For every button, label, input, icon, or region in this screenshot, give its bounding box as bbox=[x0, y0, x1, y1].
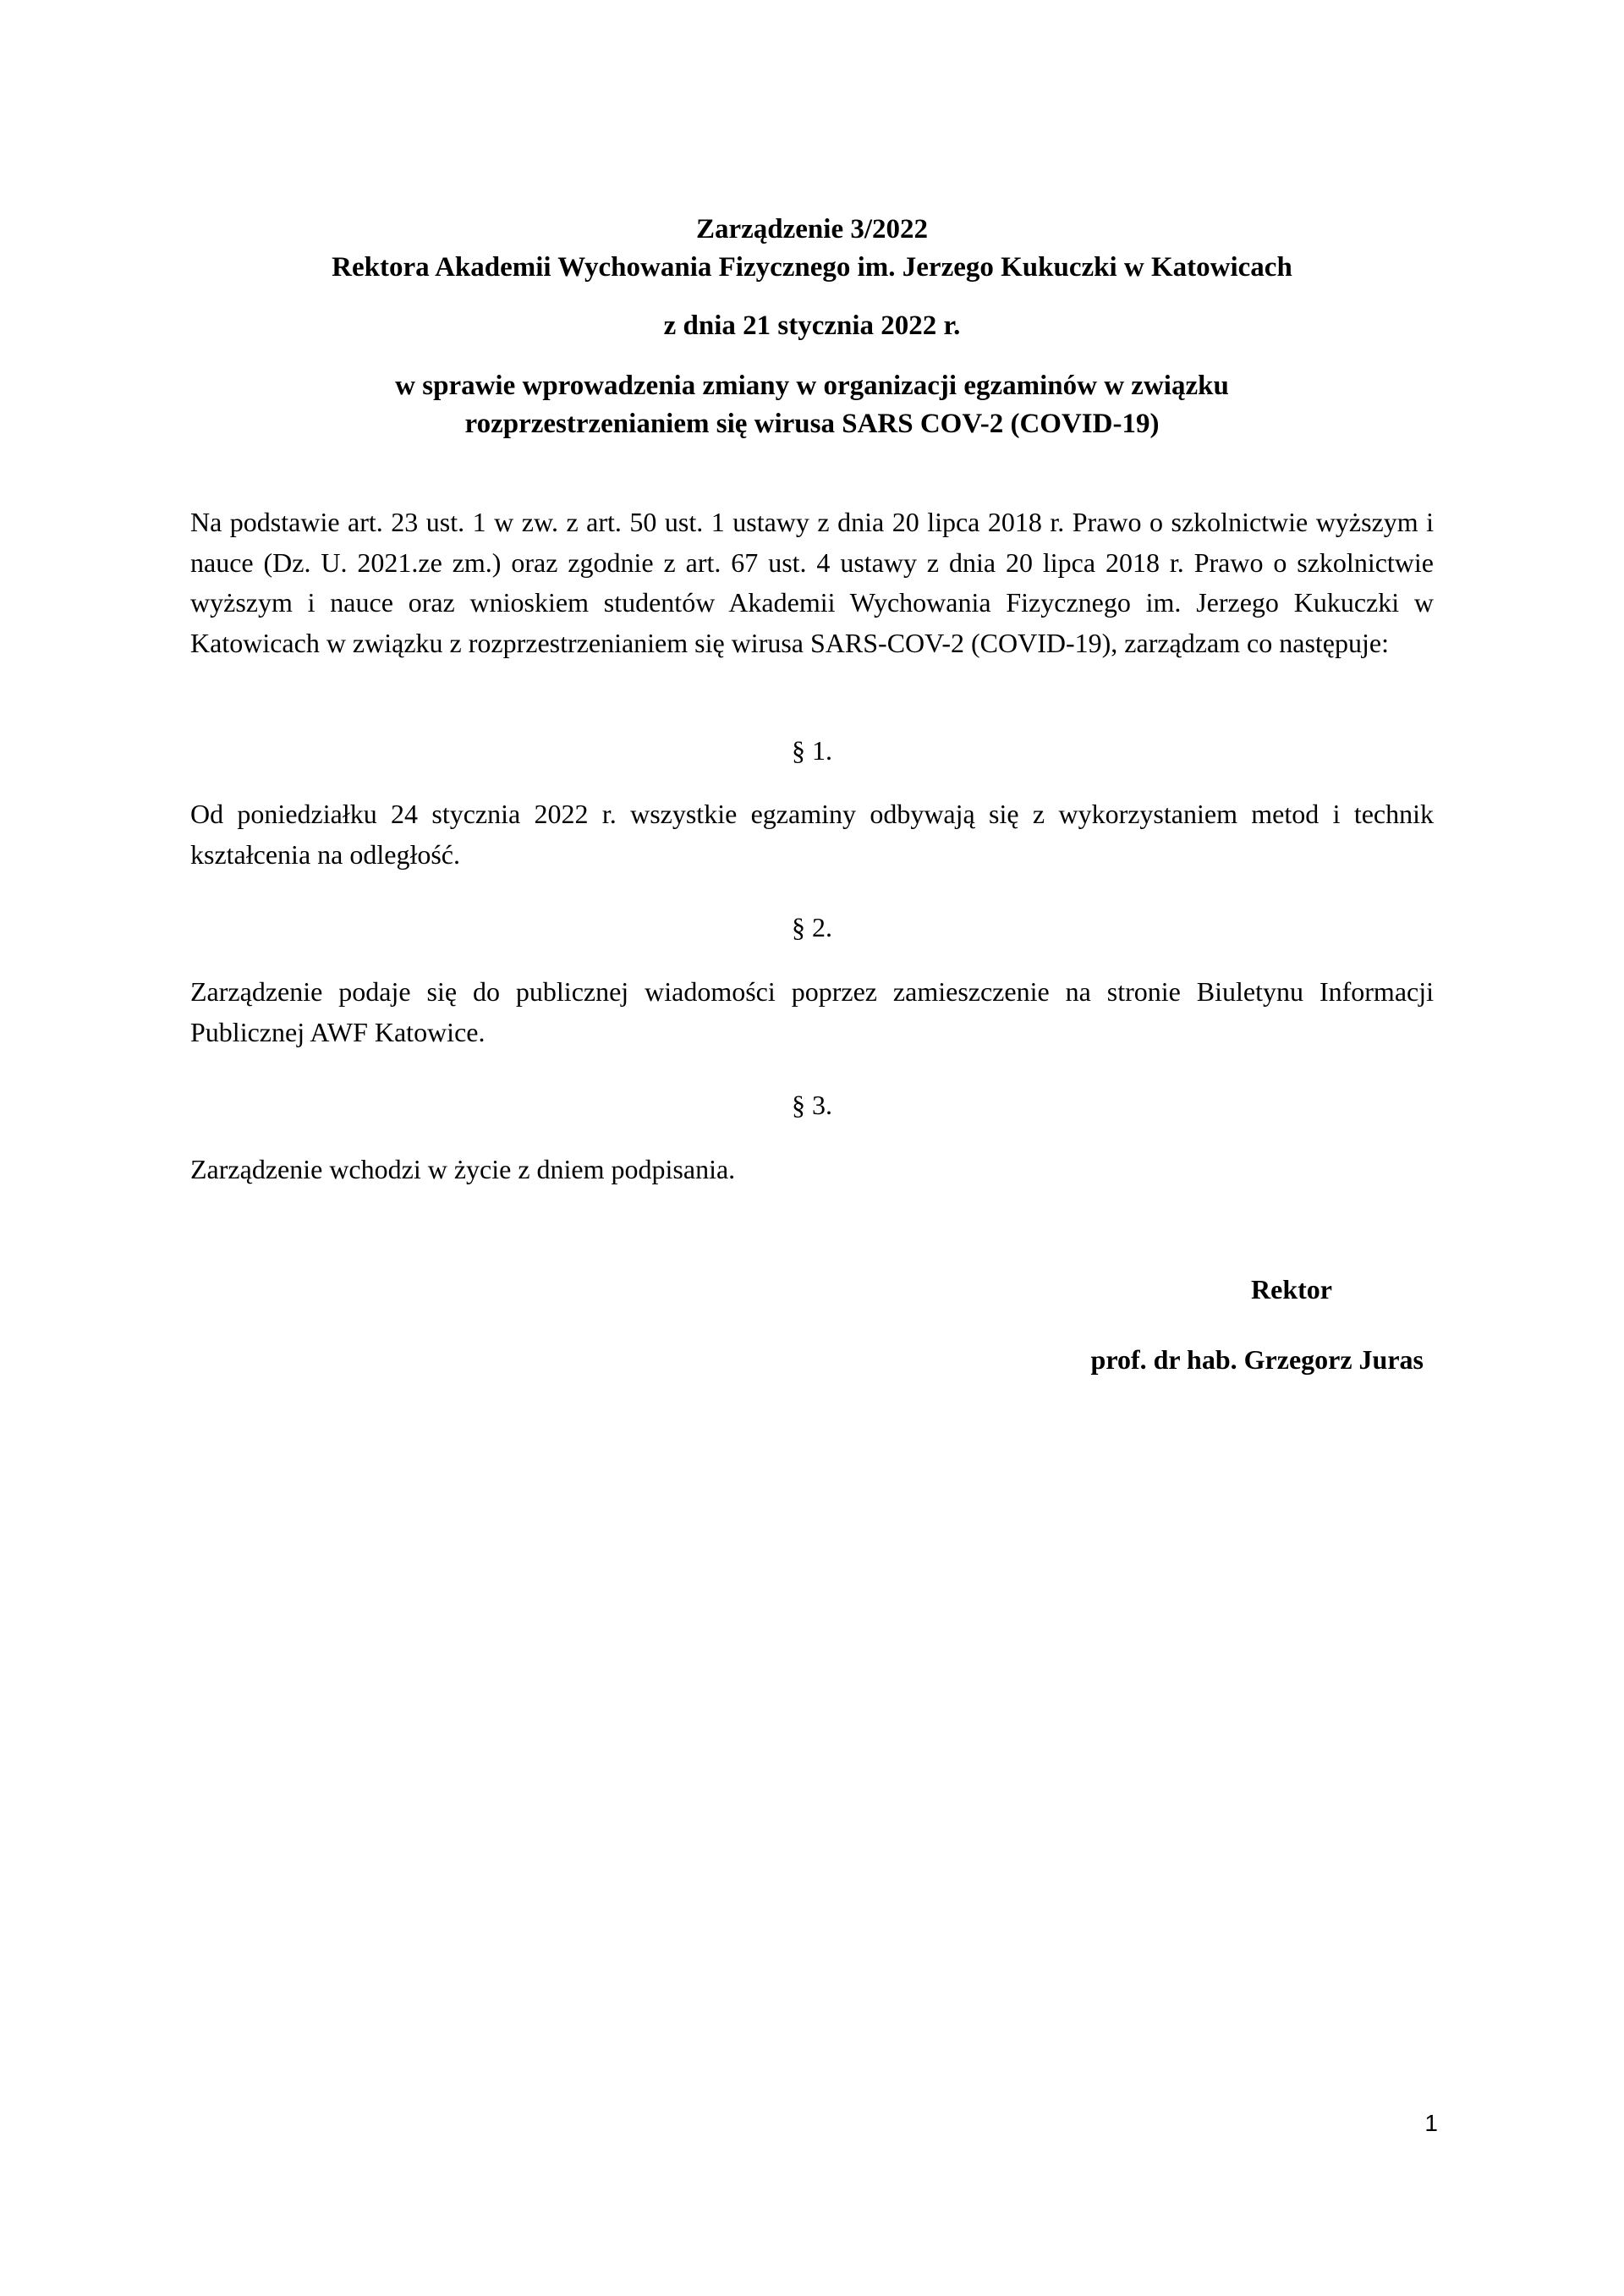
section-marker-1: § 1. bbox=[792, 734, 832, 766]
heading-issuing-authority: Rektora Akademii Wychowania Fizycznego im. Jerzego Kukuczki w Katowicach bbox=[332, 251, 1292, 283]
preamble-paragraph: Na podstawie art. 23 ust. 1 w zw. z art. 50 ust. 1 ustawy z dnia 20 lipca 2018 r. Prawo o szkolnictwie wyższym i nauce (Dz. U. 2021.ze zm.) oraz zgodnie z art. 67 ust. 4 ustawy z dnia 20 lipca 2018 r. Prawo o szkolnictwie wyższym i nauce oraz wnioskiem studentów Akademii Wychowania Fizycznego im. Jerzego Kukuczki w Katowicach w związku z rozprzestrzenianiem się wirusa SARS-COV-2 (COVID-19), zarządzam co następuje: bbox=[190, 507, 1434, 658]
signature-title: Rektor bbox=[1251, 1274, 1332, 1305]
heading-subject-line-1: w sprawie wprowadzenia zmiany w organizacji egzaminów w związku bbox=[395, 370, 1229, 401]
document-heading-block bbox=[190, 211, 1434, 442]
document-body bbox=[190, 0, 1434, 1379]
heading-subject-line-2: rozprzestrzenianiem się wirusa SARS COV-2 (COVID-19) bbox=[464, 408, 1160, 439]
section-marker-3: § 3. bbox=[792, 1090, 832, 1121]
heading-issue-date: z dnia 21 stycznia 2022 r. bbox=[663, 310, 961, 341]
section-text-3: Zarządzenie wchodzi w życie z dniem podpisania. bbox=[190, 1153, 736, 1184]
section-marker-2: § 2. bbox=[792, 912, 832, 943]
heading-ordinance-number: Zarządzenie 3/2022 bbox=[695, 214, 929, 244]
section-text-2: Zarządzenie podaje się do publicznej wiadomości poprzez zamieszczenie na stronie Biuletynu Informacji Publicznej AWF Katowice. bbox=[190, 976, 1434, 1047]
page-number: 1 bbox=[1424, 2110, 1438, 2136]
signature-name: prof. dr hab. Grzegorz Juras bbox=[1090, 1344, 1424, 1376]
section-text-1: Od poniedziałku 24 stycznia 2022 r. wszystkie egzaminy odbywają się z wykorzystaniem metod i technik kształcenia na odległość. bbox=[190, 799, 1434, 870]
